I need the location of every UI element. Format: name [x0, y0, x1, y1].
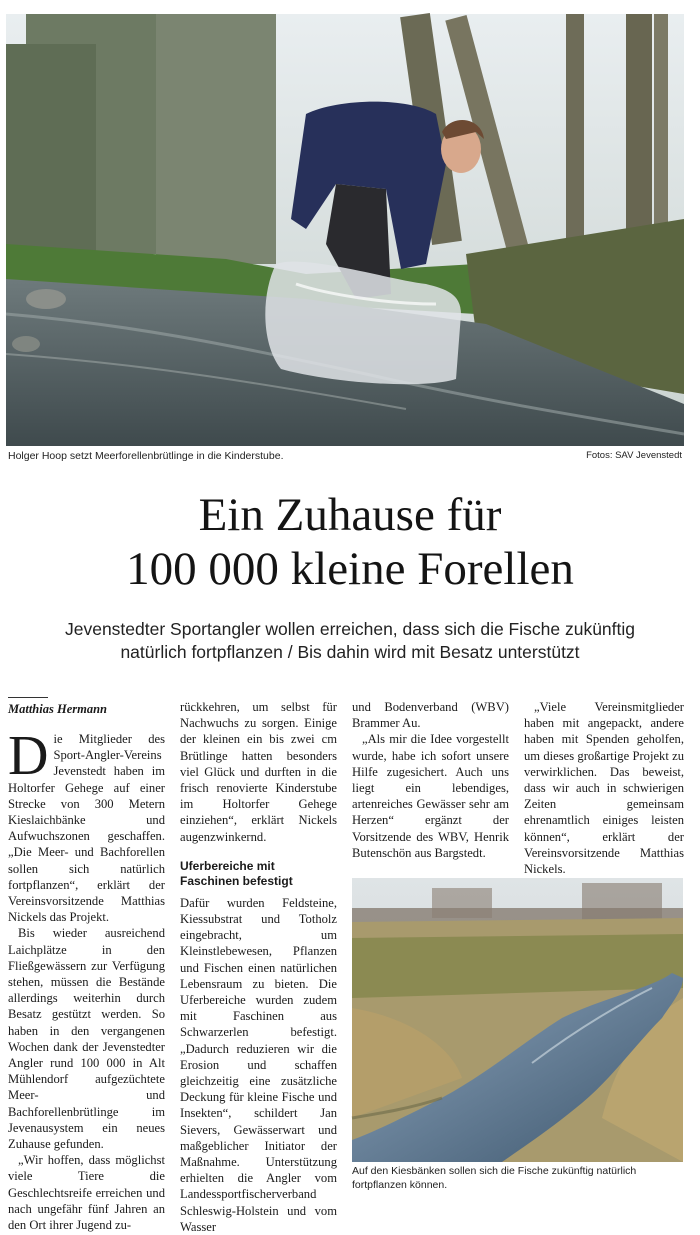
top-photo-caption-row	[6, 450, 684, 466]
section-subheading: Uferbereiche mit Faschinen befestigt	[180, 858, 293, 888]
article-column-3	[352, 699, 509, 861]
author-divider	[8, 697, 48, 698]
top-photo-caption: Holger Hoop setzt Meerforellenbrütlinge in die Kinderstube.	[8, 450, 284, 462]
photo-credit: Fotos: SAV Jevenstedt	[586, 450, 682, 461]
article-column-2	[180, 699, 337, 1235]
top-photo	[6, 14, 684, 446]
drop-cap: D	[8, 725, 49, 787]
paragraph: „Als mir die Idee vorgestellt wurde, habe ich sofort unsere Hilfe zugesichert. Auch uns liegt ein lebendiges, artenreiches Gewässer sehr am Herzen“ ergänzt der Vorsitzende des WBV, Henrik Butenschön aus Bargstedt.	[352, 732, 509, 860]
article-column-4	[524, 699, 684, 877]
headline-line-2: 100 000 kleine Forellen	[126, 543, 574, 595]
paragraph: rückkehren, um selbst für Nachwuchs zu sorgen. Einige der kleinen ein bis zwei cm Brütlinge hatten besonders viel Glück und durften in die frisch renovierte Kinderstube im Holtorfer Gehege einziehen“, erklärt Nickels augenzwinkernd.	[180, 700, 337, 844]
headline	[0, 488, 700, 596]
subheadline-line-2: natürlich fortpflanzen / Bis dahin wird mit Besatz unterstützt	[120, 642, 580, 662]
paragraph: und Bodenverband (WBV) Brammer Au.	[352, 700, 509, 731]
man-releasing-fish-in-stream-image	[6, 14, 684, 446]
paragraph: Die Mitglieder des Sport-Angler-Vereins Jevenstedt haben im Holtorfer Gehege auf einer Strecke von 300 Metern Kieslaichbänke und Aufwuchszonen geschaffen. „Die Meer- und Bachforellen sollen sich natürlich fortpflanzen“, erklärt der Vereinsvorsitzende Matthias Nickels das Projekt.	[8, 725, 165, 925]
paragraph: Dafür wurden Feldsteine, Kiessubstrat und Totholz eingebracht, um Kleinstlebewesen, Pflanzen und Fischen einen natürlichen Lebensraum zu bieten. Die Uferbereiche wurden zudem mit Faschinen aus Schwarzerlen befestigt. „Dadurch reduzieren wir die Erosion und schaffen gleichzeitig eine zusätzliche Deckung für kleine Fische und Insekten“, schildert Jan Sievers, Gewässerwart und maßgeblicher Initiator der Maßnahme. Unterstützung erhielten die Angler vom Landessportfischerverband Schleswig-Holstein und vom Wasser	[180, 895, 337, 1234]
paragraph: „Viele Vereinsmitglieder haben mit angepackt, andere haben mit Spenden geholfen, um dieses großartige Projekt zu verwirklichen. Das beweist, dass wir auch in schwierigen Zeiten gemeinsam ehrenamtlich einiges leisten können“, erklärt der Vereinsvorsitzende Matthias Nickels.	[524, 700, 684, 877]
subheadline-line-1: Jevenstedter Sportangler wollen erreichen, dass sich die Fische zukünftig	[64, 619, 636, 639]
subheadline	[0, 618, 700, 664]
paragraph: „Wir hoffen, dass möglichst viele Tiere die Geschlechtsreife erreichen und nach ungefähr fünf Jahren an den Ort ihrer Jugend zu-	[8, 1153, 165, 1233]
stream-meadow-image	[352, 878, 683, 1162]
paragraph: Bis wieder ausreichend Laichplätze in den Fließgewässern zur Verfügung stehen, müssen die Bestände allerdings weiterhin durch Besatz gestützt werden. So haben in den vergangenen Wochen dank der Jevenstedter Angler rund 100 000 in Alt Mühlendorf aufgezüchtete Meer- und Bachforellenbrütlinge im Jevenausystem ein neues Zuhause gefunden.	[8, 926, 165, 1152]
article-column-1	[8, 697, 165, 1233]
bottom-photo-caption: Auf den Kiesbänken sollen sich die Fische zukünftig natürlich fortpflanzen können.	[352, 1165, 637, 1191]
headline-line-1: Ein Zuhause für	[198, 489, 502, 541]
bottom-photo	[352, 878, 683, 1162]
author-byline: Matthias Hermann	[8, 702, 107, 716]
